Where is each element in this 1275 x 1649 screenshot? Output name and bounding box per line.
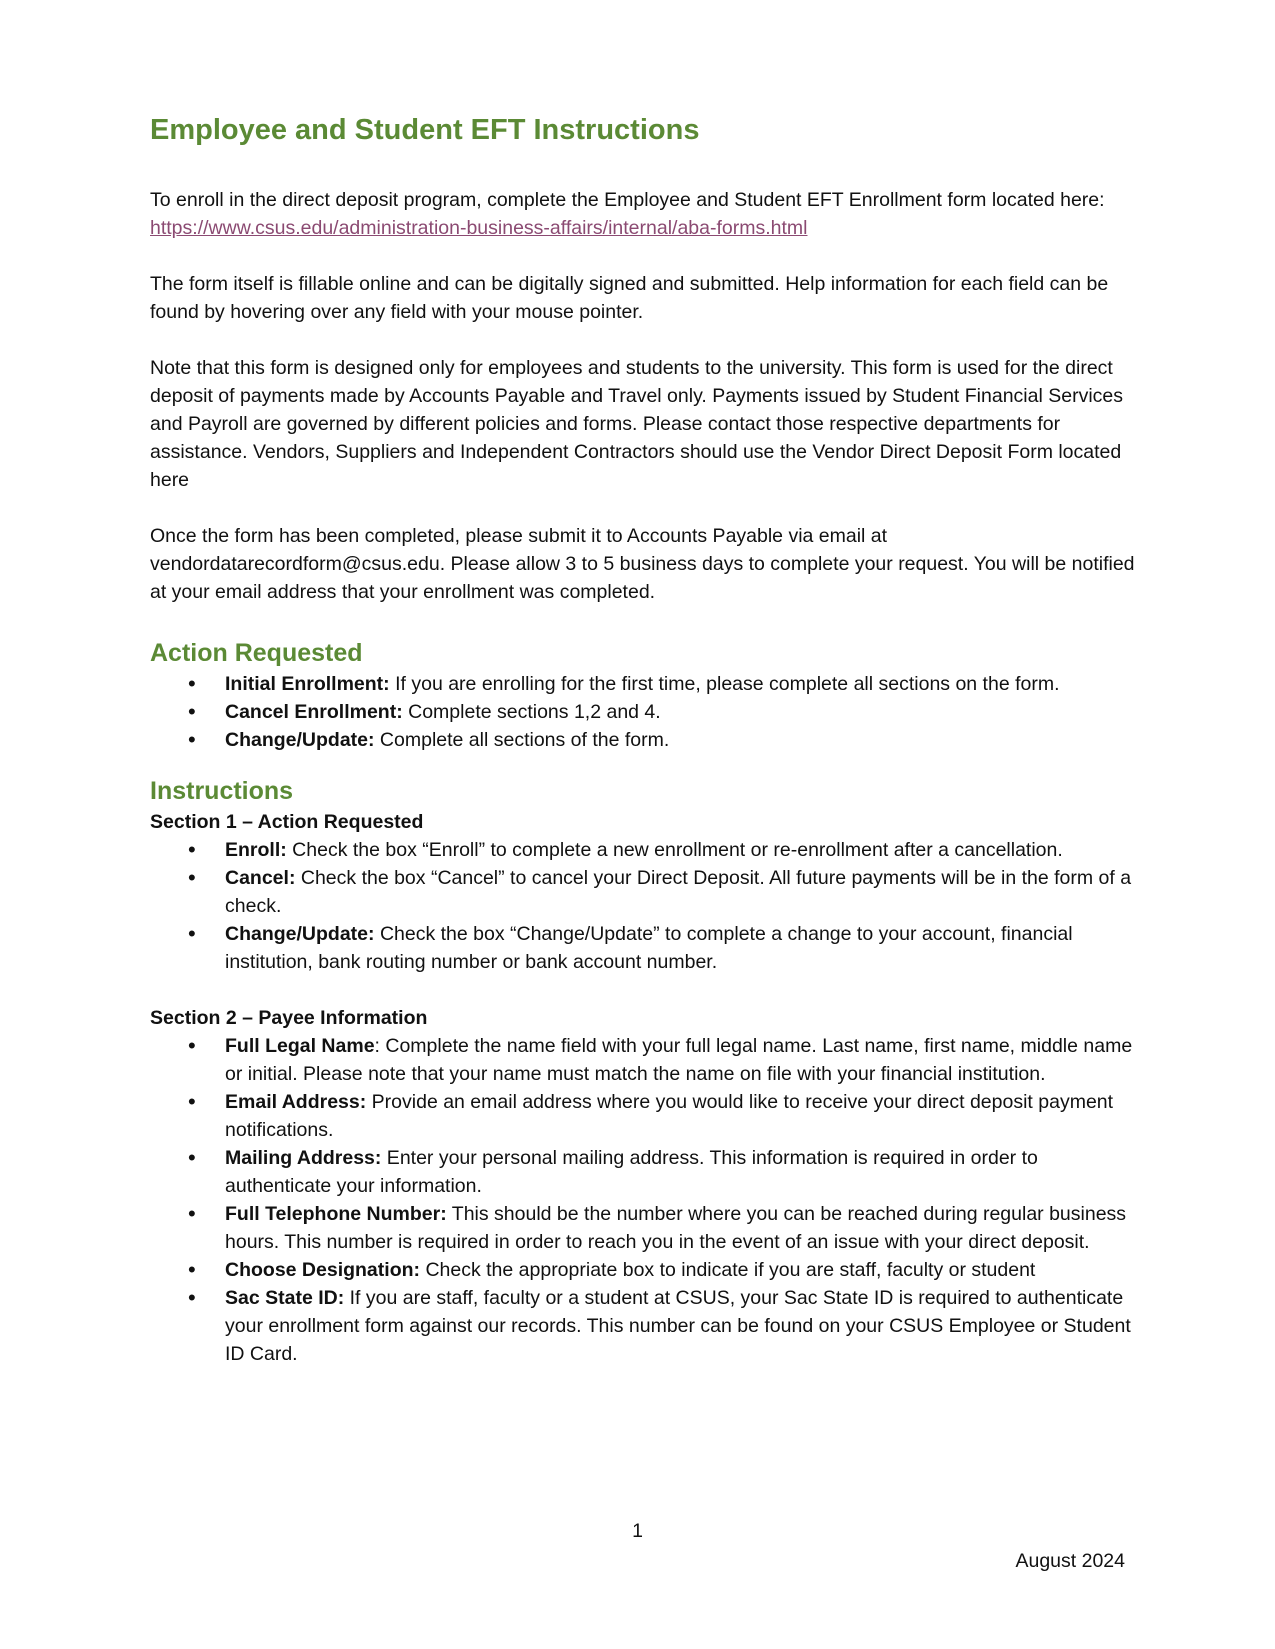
instructions-heading: Instructions	[150, 777, 294, 805]
list-item: • Change/Update: Check the box “Change/Update” to complete a change to your account, financial institution, bank routing number or bank account number.	[225, 920, 1140, 976]
section1-list	[150, 836, 1140, 976]
page-number: 1	[632, 1520, 643, 1542]
action-requested-list	[150, 670, 1140, 754]
action-requested-heading: Action Requested	[150, 639, 363, 667]
list-item: • Change/Update: Complete all sections of the form.	[225, 726, 1140, 754]
intro-fillable-paragraph: The form itself is fillable online and can be digitally signed and submitted. Help information for each field can be found by hovering over any field with your mouse pointer.	[150, 273, 1109, 323]
intro-note-paragraph: Note that this form is designed only for employees and students to the university. This form is used for the direct deposit of payments made by Accounts Payable and Travel only. Payments issued by Student Financial Services and Payroll are governed by different policies and forms. Please contact those respective departments for assistance. Vendors, Suppliers and Independent Contractors should use the Vendor Direct Deposit Form located here	[150, 357, 1124, 491]
list-item: • Sac State ID: If you are staff, faculty or a student at CSUS, your Sac State ID is required to authenticate your enrollment form against our records. This number can be found on your CSUS Employee or Student ID Card.	[225, 1284, 1140, 1368]
footer-date: August 2024	[1015, 1550, 1125, 1572]
list-item: • Full Telephone Number: This should be the number where you can be reached during regular business hours. This number is required in order to reach you in the event of an issue with your direct deposit.	[225, 1200, 1140, 1256]
list-item: • Enroll: Check the box “Enroll” to complete a new enrollment or re-enrollment after a cancellation.	[225, 836, 1140, 864]
section2-list	[150, 1032, 1140, 1368]
document-page	[150, 110, 1140, 1368]
intro-enroll-text: To enroll in the direct deposit program, complete the Employee and Student EFT Enrollment form located here:	[150, 189, 1105, 211]
intro-enroll-paragraph	[150, 186, 1140, 242]
page-title: Employee and Student EFT Instructions	[150, 114, 700, 146]
aba-forms-link[interactable]: https://www.csus.edu/administration-business-affairs/internal/aba-forms.html	[150, 217, 808, 239]
intro-submit-paragraph: Once the form has been completed, please submit it to Accounts Payable via email at vendordatarecordform@csus.edu. Please allow 3 to 5 business days to complete your request. You will be notified at your email address that your enrollment was completed.	[150, 525, 1135, 603]
list-item: • Email Address: Provide an email address where you would like to receive your direct deposit payment notifications.	[225, 1088, 1140, 1144]
list-item: • Choose Designation: Check the appropriate box to indicate if you are staff, faculty or student	[225, 1256, 1140, 1284]
list-item: • Cancel: Check the box “Cancel” to cancel your Direct Deposit. All future payments will be in the form of a check.	[225, 864, 1140, 920]
list-item: • Cancel Enrollment: Complete sections 1,2 and 4.	[225, 698, 1140, 726]
list-item: • Mailing Address: Enter your personal mailing address. This information is required in order to authenticate your information.	[225, 1144, 1140, 1200]
section2-heading: Section 2 – Payee Information	[150, 1007, 428, 1029]
section1-heading: Section 1 – Action Requested	[150, 811, 424, 833]
list-item: • Full Legal Name: Complete the name field with your full legal name. Last name, first name, middle name or initial. Please note that your name must match the name on file with your financial institution.	[225, 1032, 1140, 1088]
list-item: • Initial Enrollment: If you are enrolling for the first time, please complete all sections on the form.	[225, 670, 1140, 698]
